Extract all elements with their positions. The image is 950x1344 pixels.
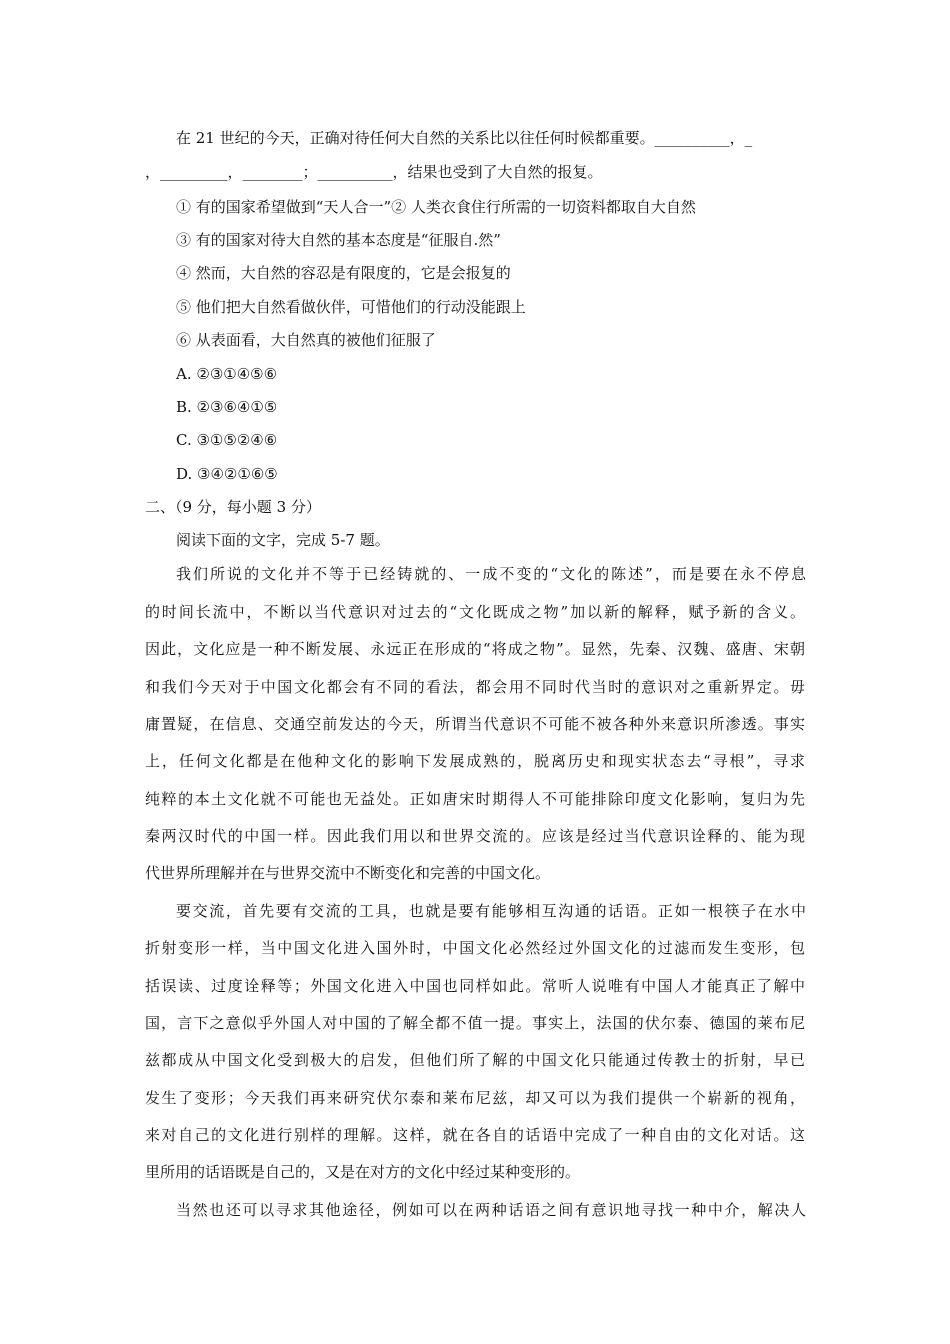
section-instruction: 阅读下面的文字，完成 5-7 题。 <box>176 531 390 549</box>
section-heading: 二、（9 分，每小题 3 分） <box>145 498 321 516</box>
q4-stem-line-1: 在 21 世纪的今天，正确对待任何大自然的关系比以往任何时候都重要。__________，_ <box>176 129 753 147</box>
para1-line-4: 和我们今天对于中国文化都会有不同的看法，都会用不同时代当时的意识对之重新界定。毋 <box>145 678 805 696</box>
para2-line-1: 要交流，首先要有交流的工具，也就是要有能够相互沟通的话语。正如一根筷子在水中 <box>176 902 806 920</box>
para2-line-6: 发生了变形；今天我们再来研究伏尔泰和莱布尼兹，却又可以为我们提供一个崭新的视角， <box>145 1089 805 1107</box>
para1-line-7: 纯粹的本土文化就不可能也无益处。正如唐宋时期得人不可能排除印度文化影响，复归为先 <box>145 790 805 808</box>
q4-statement-1: ① 有的国家希望做到“天人合一”② 人类衣食住行所需的一切资料都取自大自然 <box>176 198 696 216</box>
para1-line-8: 秦两汉时代的中国一样。因此我们用以和世界交流的。应该是经过当代意识诠释的、能为现 <box>145 827 805 845</box>
q4-statement-4: ⑤ 他们把大自然看做伙伴，可惜他们的行动没能跟上 <box>176 298 526 316</box>
q4-statement-5: ⑥ 从表面看，大自然真的被他们征服了 <box>176 331 436 349</box>
q4-option-b: B. ②③⑥④①⑤ <box>176 398 278 416</box>
para1-line-9: 代世界所理解并在与世界交流中不断变化和完善的中国文化。 <box>145 864 551 882</box>
para2-line-5: 兹都成从中国文化受到极大的启发，但他们所了解的中国文化只能通过传教士的折射，早已 <box>145 1051 805 1069</box>
para2-line-7: 来对自己的文化进行别样的理解。这样，就在各自的话语中完成了一种自由的文化对话。这 <box>145 1126 805 1144</box>
q4-statement-2: ③ 有的国家对待大自然的基本态度是“征服自.然” <box>176 231 501 249</box>
q4-statement-3: ④ 然而，大自然的容忍是有限度的，它是会报复的 <box>176 264 511 282</box>
para1-line-1: 我们所说的文化并不等于已经铸就的、一成不变的“文化的陈述”，而是要在永不停息 <box>176 565 806 583</box>
para3-line-1: 当然也还可以寻求其他途径，例如可以在两种话语之间有意识地寻找一种中介，解决人 <box>176 1201 806 1219</box>
q4-option-a: A. ②③①④⑤⑥ <box>176 365 278 383</box>
para2-line-3: 括误读、过度诠释等；外国文化进入中国也同样如此。常听人说唯有中国人才能真正了解中 <box>145 977 805 995</box>
q4-stem-line-2: ，_________，________；__________，结果也受到了大自然的报复。 <box>145 163 603 181</box>
q4-option-c: C. ③①⑤②④⑥ <box>176 431 278 449</box>
para2-line-8: 里所用的话语既是自己的，又是在对方的文化中经过某种变形的。 <box>145 1163 581 1181</box>
para1-line-2: 的时间长流中，不断以当代意识对过去的“文化既成之物”加以新的解释，赋予新的含义。 <box>145 603 805 621</box>
q4-option-d: D. ③④②①⑥⑤ <box>176 465 278 483</box>
para1-line-6: 上，任何文化都是在他种文化的影响下发展成熟的，脱离历史和现实状态去“寻根”，寻求 <box>145 752 805 770</box>
para1-line-5: 庸置疑，在信息、交通空前发达的今天，所谓当代意识不可能不被各种外来意识所渗透。事实 <box>145 715 805 733</box>
para2-line-2: 折射变形一样，当中国文化进入国外时，中国文化必然经过外国文化的过滤而发生变形，包 <box>145 939 805 957</box>
para1-line-3: 因此，文化应是一种不断发展、永远正在形成的“将成之物”。显然，先秦、汉魏、盛唐、宋朝 <box>145 640 805 658</box>
para2-line-4: 国，言下之意似乎外国人对中国的了解全都不值一提。事实上，法国的伏尔泰、德国的莱布尼 <box>145 1014 805 1032</box>
